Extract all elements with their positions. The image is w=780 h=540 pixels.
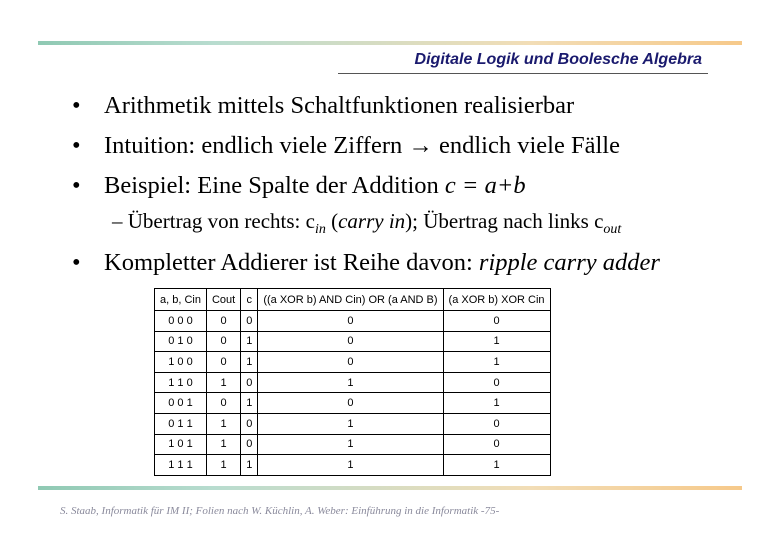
table-row [155,352,551,373]
table-row [155,331,551,352]
table-cell: 1 [258,372,443,393]
table-cell: 0 [443,413,550,434]
table-cell: 1 [258,413,443,434]
bullet-dot: • [72,132,81,159]
slide-footer: S. Staab, Informatik für IM II; Folien nach W. Küchlin, A. Weber: Einführung in die Informatik -75- [60,505,500,517]
table-cell: 1 [241,331,258,352]
table-cell: 0 [443,434,550,455]
table-cell: 1 0 0 [155,352,207,373]
bullet-item [72,172,620,212]
sub-bullet [112,209,621,238]
top-divider [38,41,742,45]
table-cell: 0 [241,434,258,455]
column-header: ((a XOR b) AND Cin) OR (a AND B) [258,289,443,311]
bullet-dot: • [72,172,81,199]
table-row [155,434,551,455]
column-header: (a XOR b) XOR Cin [443,289,550,311]
table-cell: 1 [241,352,258,373]
table-cell: 0 1 1 [155,413,207,434]
bullet-text: Arithmetik mittels Schaltfunktionen realisierbar [104,92,575,119]
table-cell: 0 [241,413,258,434]
table-cell: 0 [443,372,550,393]
bullet-text: endlich viele Fälle [432,132,620,159]
table-cell: 1 [443,331,550,352]
truth-table [154,288,551,476]
bullet-item [72,249,660,277]
table-cell: 1 [206,413,240,434]
bullet-list [72,92,620,212]
bullet-item [72,132,620,172]
column-header: Cout [206,289,240,311]
table-cell: 0 [443,311,550,332]
bullet-dot: • [72,92,81,119]
table-row [155,393,551,414]
table-cell: 1 [206,434,240,455]
table-cell: 0 [206,311,240,332]
table-row [155,413,551,434]
bullet-dot: • [72,249,81,276]
table-cell: 1 [443,393,550,414]
table-cell: 1 [241,455,258,476]
bullet-text: Kompletter Addierer ist Reihe davon: [104,249,479,276]
ripple-carry-adder-term: ripple carry adder [478,249,660,276]
table-cell: 0 [206,352,240,373]
table-cell: 1 [241,393,258,414]
table-row [155,455,551,476]
bottom-divider [38,486,742,490]
table-cell: 0 0 0 [155,311,207,332]
arrow-icon: → [408,132,433,159]
table-cell: 0 [258,331,443,352]
table-cell: 1 [206,455,240,476]
table-row [155,311,551,332]
table-cell: 1 [443,352,550,373]
sub-text: ( [325,209,339,233]
table-cell: 1 [258,455,443,476]
table-cell: 1 [206,372,240,393]
table-cell: 0 [241,311,258,332]
table-cell: 1 [258,434,443,455]
carry-in-term: carry in [338,209,406,233]
formula: c = a+b [444,172,526,199]
subscript-in: in [314,222,326,237]
header-underline [338,73,708,74]
table-cell: 1 1 0 [155,372,207,393]
table-cell: 0 [258,311,443,332]
table-cell: 0 0 1 [155,393,207,414]
table-cell: 0 [241,372,258,393]
sub-text: ); Übertrag nach links c [405,209,604,233]
table-cell: 0 1 0 [155,331,207,352]
bullet-text: Intuition: endlich viele Ziffern [104,132,409,159]
table-row [155,372,551,393]
table-cell: 1 0 1 [155,434,207,455]
table-header-row [155,289,551,311]
column-header: a, b, Cin [155,289,207,311]
table-cell: 0 [206,393,240,414]
bullet-text: Beispiel: Eine Spalte der Addition [104,172,445,199]
sub-text: – Übertrag von rechts: c [112,209,315,233]
table-cell: 0 [258,352,443,373]
table-cell: 1 1 1 [155,455,207,476]
slide-header-title: Digitale Logik und Boolesche Algebra [414,51,702,68]
table-cell: 0 [258,393,443,414]
column-header: c [241,289,258,311]
table-cell: 0 [206,331,240,352]
table-cell: 1 [443,455,550,476]
subscript-out: out [603,222,622,237]
bullet-item [72,92,620,132]
